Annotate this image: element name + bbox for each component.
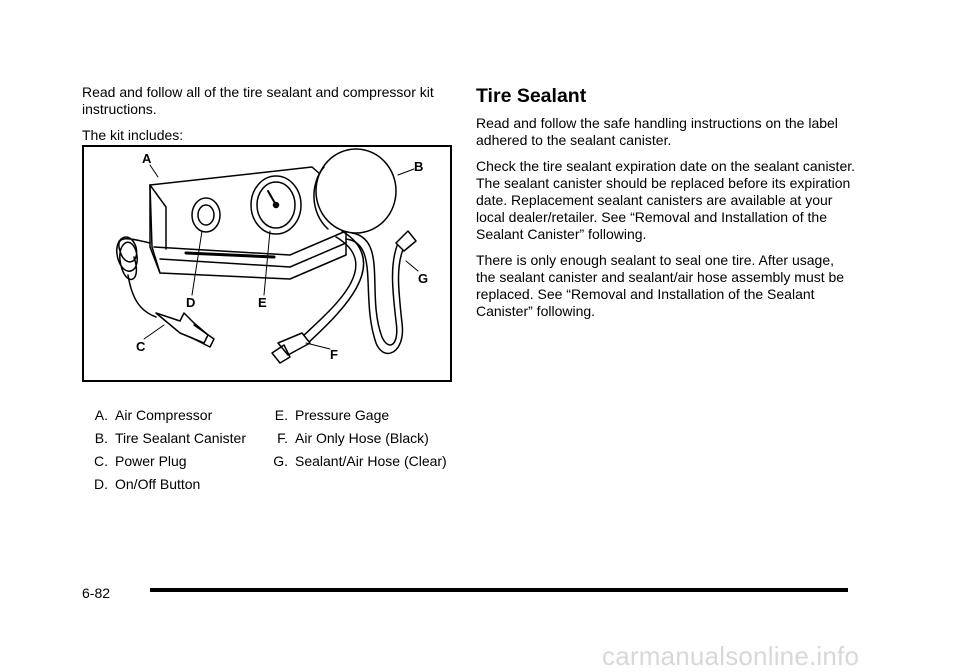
kit-includes-label: The kit includes: — [82, 127, 184, 143]
watermark: carmanualsonline.info — [602, 641, 860, 671]
pressure-gauge-drawing — [251, 176, 301, 234]
legend-column-2 — [266, 404, 447, 473]
section-heading: Tire Sealant — [476, 85, 587, 107]
left-column — [82, 84, 454, 153]
legend-letter: A. — [94, 407, 108, 423]
sealant-air-hose-drawing — [346, 231, 416, 353]
legend-item — [266, 404, 447, 427]
callout-b: B — [414, 159, 424, 174]
legend-item — [266, 427, 447, 450]
legend-letter: F. — [277, 430, 288, 446]
right-column — [476, 84, 856, 329]
on-off-button-drawing — [192, 198, 220, 232]
legend-text: Air Only Hose (Black) — [295, 430, 429, 446]
legend-text: Tire Sealant Canister — [115, 430, 246, 446]
legend-letter: B. — [94, 430, 108, 446]
expiration-paragraph: Check the tire sealant expiration date on the sealant canister. The sealant canister should be replaced before its expiration date. Replacement sealant canisters are available at your local dealer/retailer. See “Removal and Installation of the Sealant Canister” following. — [476, 158, 856, 242]
footer-rule — [150, 588, 848, 592]
callout-c: C — [136, 339, 146, 354]
legend-letter: D. — [94, 476, 108, 492]
legend-text: Pressure Gage — [295, 407, 390, 423]
legend-letter: G. — [273, 453, 288, 469]
kit-illustration — [82, 145, 452, 382]
legend-text: Power Plug — [115, 453, 187, 469]
legend-item — [266, 450, 447, 473]
legend-text: Sealant/Air Hose (Clear) — [295, 453, 447, 469]
legend-column-1 — [86, 404, 246, 496]
legend-item — [86, 450, 246, 473]
page-number: 6-82 — [82, 585, 111, 601]
legend-text: Air Compressor — [115, 407, 213, 423]
legend-text: On/Off Button — [115, 476, 201, 492]
legend-letter: E. — [274, 407, 288, 423]
callout-d: D — [186, 295, 196, 310]
usage-paragraph: There is only enough sealant to seal one tire. After usage, the sealant canister and sealant/air hose assembly must be replaced. See “Removal and Installation of the Sealant Canister” following. — [476, 252, 845, 319]
callout-a: A — [142, 151, 152, 166]
legend-letter: C. — [94, 453, 108, 469]
callout-g: G — [418, 271, 429, 286]
callout-f: F — [330, 347, 338, 362]
legend-item — [86, 427, 246, 450]
intro-paragraph: Read and follow all of the tire sealant and compressor kit instructions. — [82, 84, 434, 117]
legend-item — [86, 473, 246, 496]
handling-paragraph: Read and follow the safe handling instructions on the label adhered to the sealant canister. — [476, 115, 838, 148]
callout-e: E — [258, 295, 267, 310]
legend-item — [86, 404, 246, 427]
